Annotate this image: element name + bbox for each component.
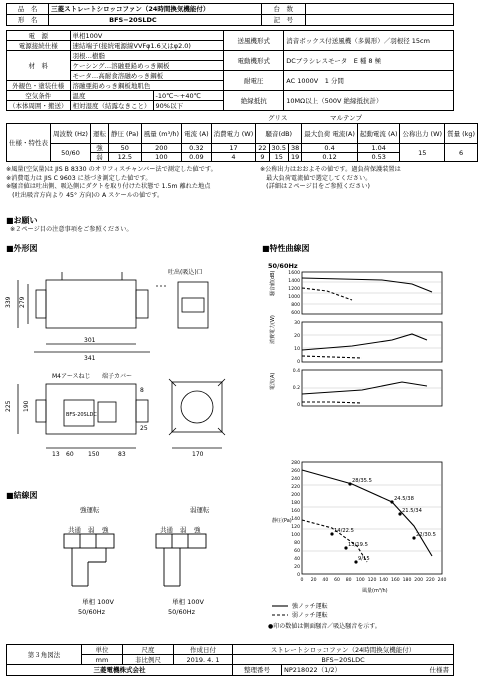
y4-label: 静圧(Pa) <box>272 518 292 524</box>
y1-tick: 1400 <box>288 279 300 284</box>
perf-header: 質量 (kg) <box>445 124 478 144</box>
air-label: 空気条件 <box>7 91 71 101</box>
y2-label: 消費電力(W) <box>270 315 276 344</box>
y2-tick: 10 <box>294 347 300 352</box>
perf-cell: 強 <box>90 144 108 153</box>
m4-label: M4アースねじ <box>52 373 91 380</box>
freq-label: 50/60Hz <box>168 608 196 616</box>
note-left: ※風量(空気量)は JIS B 8330 のオリフィスチャンバー法で測定した値です。 ※消費電力は JIS C 9603 に基づき測定した値です。 ※騒音値は吐出側、吸込側にダクトを取り付けた状態で 1.5m 離れた地点 (吐出吸音方向より 45° 方向)の A スケールの値です。 <box>6 166 217 199</box>
y4-tick: 80 <box>294 541 300 546</box>
y2-tick: 0 <box>297 360 300 365</box>
spec-table <box>6 30 454 111</box>
dim-190: 190 <box>23 400 30 412</box>
x-tick: 160 <box>390 578 400 583</box>
curve-chart <box>262 266 452 606</box>
y1-tick: 600 <box>291 311 300 316</box>
withstand-value: AC 1000V 1 分間 <box>284 71 454 91</box>
point-label: 13/19.5 <box>348 542 368 548</box>
footer-title: ストレートシロッコファン（24時間換気機能付） <box>233 645 454 655</box>
perf-cell: 30.5 <box>269 144 288 153</box>
model-value: BFS−20SLDC <box>49 15 262 26</box>
supply-label: 単相 100V <box>172 598 204 606</box>
end-view-body <box>172 382 222 432</box>
y3-tick: 0.2 <box>292 386 300 391</box>
y3-tick: 0 <box>297 403 300 408</box>
perf-header: 周波数 (Hz) <box>51 124 91 144</box>
weak-title: 弱運転 <box>190 506 210 514</box>
dim-150: 150 <box>88 451 100 458</box>
x-tick: 220 <box>425 578 435 583</box>
model-mark: BFS-20SLDC <box>66 412 97 418</box>
x-tick: 60 <box>334 578 340 583</box>
perf-cell: 17 <box>211 144 256 153</box>
perf-header: 最大負荷 電流(A) <box>302 124 358 144</box>
y4-tick: 260 <box>291 469 300 474</box>
y2-tick: 20 <box>294 334 300 339</box>
outline-drawing <box>6 252 256 482</box>
wiring-diagram <box>40 500 250 620</box>
blower-label: 送風機形式 <box>224 31 284 51</box>
y4-tick: 100 <box>291 533 300 538</box>
outline-heading: ■外形図 <box>6 244 38 253</box>
grease-label: グリス <box>268 114 288 122</box>
curve-heading: ■特性曲線図 <box>262 244 310 253</box>
x-label: 風量(m³/h) <box>362 588 388 594</box>
perf-header: 運転 <box>90 124 108 144</box>
legend-weak: 弱ノッチ運転 <box>292 612 328 619</box>
y1-tick: 1200 <box>288 287 300 292</box>
y4-tick: 280 <box>291 461 300 466</box>
date-label: 作成日付 <box>174 645 233 655</box>
term-common: 共通 <box>68 526 81 534</box>
perf-cell: 0.09 <box>182 153 212 162</box>
y4-tick: 140 <box>291 517 300 522</box>
doc-number: NP218022（1/2） <box>284 666 342 674</box>
noise-strong-curve <box>302 278 432 292</box>
y1-tick: 800 <box>291 303 300 308</box>
model-label: 形 名 <box>7 15 49 26</box>
perf-cell: 4 <box>211 153 256 162</box>
x-tick: 120 <box>367 578 377 583</box>
material-label: 材 料 <box>7 51 71 81</box>
material-line: 羽根…樹脂 <box>70 51 224 61</box>
x-tick: 100 <box>355 578 365 583</box>
perf-header: 公称出力 (W) <box>400 124 445 144</box>
strong-title: 強運転 <box>80 506 100 514</box>
perf-table <box>6 123 478 162</box>
conn-label: 電源接続仕様 <box>7 41 71 51</box>
dim-301: 301 <box>84 337 96 344</box>
power-value: 単相100V <box>70 31 224 41</box>
perf-cell: 38 <box>289 144 302 153</box>
curve-freq: 50/60Hz <box>268 262 298 270</box>
scale-label: 尺度 <box>123 645 174 655</box>
blower-value: 消音ボックス付送風機（多翼形）／羽根径 15cm <box>284 31 454 51</box>
x-tick: 140 <box>379 578 389 583</box>
y3-tick: 0.4 <box>292 369 300 374</box>
port-label: 吐出(吸込)口 <box>168 269 203 276</box>
name-label: 品 名 <box>7 4 49 15</box>
perf-cell: 19 <box>289 153 302 162</box>
perf-header: 風量 (m³/h) <box>141 124 181 144</box>
conn-value: 速結端子(接続電源線VVFφ1.6又はφ2.0) <box>70 41 224 51</box>
perf-header: 電流 (A) <box>182 124 212 144</box>
point-label: 22/30.5 <box>416 532 436 538</box>
point-label: 24.5/38 <box>394 496 414 502</box>
current-weak-curve <box>302 402 362 403</box>
motor-value: DCブラシレスモータ E 種 8 極 <box>284 51 454 71</box>
terminal-block <box>64 534 114 548</box>
top-view-inlet <box>36 290 46 318</box>
output-cell: 15 <box>400 144 445 162</box>
x-tick: 240 <box>437 578 447 583</box>
temp-label: 温度 <box>70 91 153 101</box>
point-label: 28/35.5 <box>352 478 372 484</box>
dim-279: 279 <box>19 296 26 308</box>
date-value: 2019. 4. 1 <box>174 655 233 665</box>
unit-value: mm <box>82 655 123 665</box>
spec-label: 仕様・特性表 <box>7 124 51 162</box>
side-view-body <box>178 282 208 328</box>
perf-cell: 1.04 <box>357 144 400 153</box>
mark-label: 記 号 <box>261 15 305 26</box>
end-view-port <box>181 391 213 423</box>
perf-cell: 200 <box>141 144 181 153</box>
perf-cell: 0.12 <box>302 153 358 162</box>
finish-value: 溶融亜鉛めっき鋼板地肌色 <box>70 81 224 91</box>
perf-header: 消費電力 (W) <box>211 124 256 144</box>
mass-cell: 6 <box>445 144 478 162</box>
insul-value: 10MΩ以上（500V 絶縁抵抗計） <box>284 91 454 111</box>
x-tick: 180 <box>402 578 412 583</box>
product-name: 三菱ストレートシロッコファン（24時間換気機能付） <box>49 4 262 15</box>
y4-tick: 20 <box>294 565 300 570</box>
term-weak: 弱 <box>180 526 187 534</box>
y4-tick: 120 <box>291 525 300 530</box>
front-view-body <box>46 384 136 434</box>
dim-341: 341 <box>84 355 96 362</box>
noise-weak-curve <box>302 288 352 300</box>
term-strong: 強 <box>194 526 201 534</box>
material-line: モータ…高耐食溶融めっき鋼板 <box>70 71 224 81</box>
perf-cell: 0.53 <box>357 153 400 162</box>
point-label: 9/15 <box>358 556 370 562</box>
x-tick: 40 <box>322 578 329 583</box>
y4-tick: 180 <box>291 501 300 506</box>
material-line: ケーシング…溶融亜鉛めっき鋼板 <box>70 61 224 71</box>
y3-label: 電流(A) <box>270 372 276 390</box>
perf-cell: 弱 <box>90 153 108 162</box>
perf-cell: 15 <box>269 153 288 162</box>
spec-label: 仕様書 <box>429 666 449 674</box>
dim-225: 225 <box>5 400 12 412</box>
doc-label: 整理番号 <box>233 665 282 676</box>
dim-83: 83 <box>118 451 126 458</box>
air-label-2: （本体周囲・搬送） <box>7 101 71 111</box>
terminal-label: 端子カバー <box>102 373 133 380</box>
curve-legend <box>262 600 452 632</box>
legend-note: ●印の数値は側面騒音／吸込騒音を示す。 <box>268 623 381 630</box>
point-label: 21.5/34 <box>402 508 422 514</box>
perf-cell: 0.4 <box>302 144 358 153</box>
hum-label: 相対湿度（結露なきこと） <box>70 101 153 111</box>
perf-cell: 0.32 <box>182 144 212 153</box>
y1-tick: 1600 <box>288 271 300 276</box>
supply-label: 単相 100V <box>82 598 114 606</box>
x-tick: 80 <box>345 578 352 583</box>
terminal-block <box>156 534 206 548</box>
scale-value: 非比例尺 <box>123 655 174 665</box>
footer-model: BFS−20SLDC <box>233 655 454 665</box>
dim-170: 170 <box>192 451 204 458</box>
power-strong-curve <box>302 334 427 350</box>
dim-60: 60 <box>66 451 74 458</box>
x-tick: 0 <box>300 578 304 583</box>
term-common: 共通 <box>160 526 173 534</box>
power-label: 電 源 <box>7 31 71 41</box>
term-strong: 強 <box>102 526 109 534</box>
y4-tick: 60 <box>294 549 300 554</box>
perf-header: 静圧 (Pa) <box>108 124 141 144</box>
footer-table <box>6 644 454 676</box>
note-right: ※公称出力はおおよその値です。過負荷保護装置は 最大負荷電流値で選定してください。 (詳細は２ページ目をご参照ください) <box>260 166 401 190</box>
x-tick: 20 <box>310 578 317 583</box>
dim-25: 25 <box>140 425 148 432</box>
temp-value: -10℃〜+40℃ <box>153 91 224 101</box>
y4-tick: 0 <box>297 573 300 578</box>
y4-tick: 200 <box>291 493 300 498</box>
dim-8: 8 <box>140 387 144 394</box>
freq-label: 50/60Hz <box>78 608 106 616</box>
finish-label: 外観色・塗装仕様 <box>7 81 71 91</box>
pressure-panel <box>302 462 442 574</box>
unit-label: 単位 <box>82 645 123 655</box>
header-table <box>6 3 454 26</box>
power-panel <box>302 322 442 362</box>
perf-header: 起動電流 (A) <box>357 124 400 144</box>
perf-cell: 22 <box>256 144 269 153</box>
perf-cell: 100 <box>141 153 181 162</box>
term-weak: 弱 <box>88 526 95 534</box>
y4-tick: 240 <box>291 477 300 482</box>
withstand-label: 耐電圧 <box>224 71 284 91</box>
y2-tick: 30 <box>294 321 300 326</box>
perf-cell: 9 <box>256 153 269 162</box>
request-note: ※２ページ目の注意事項をご参照ください。 <box>10 226 133 233</box>
y1-tick: 1000 <box>288 295 300 300</box>
grease-value: マルテンプ <box>330 114 363 122</box>
qty-label: 台 数 <box>261 4 305 15</box>
perf-cell: 50 <box>108 144 141 153</box>
dim-339: 339 <box>5 296 12 308</box>
perf-cell: 12.5 <box>108 153 141 162</box>
power-weak-curve <box>302 356 362 358</box>
insul-label: 絶縁抵抗 <box>224 91 284 111</box>
perf-header: 騒音(dB) <box>256 124 302 144</box>
hum-value: 90%以下 <box>153 101 224 111</box>
freq-cell: 50/60 <box>51 144 91 162</box>
wiring-heading: ■結線図 <box>6 491 38 500</box>
y4-tick: 40 <box>294 557 300 562</box>
projection-method: 第３角図法 <box>7 645 82 665</box>
company-name: 三菱電機株式会社 <box>7 665 233 676</box>
y4-tick: 160 <box>291 509 300 514</box>
dim-13: 13 <box>52 451 60 458</box>
point-label: 14/22.5 <box>334 528 354 534</box>
request-heading: ■お願い <box>6 216 38 225</box>
x-tick: 200 <box>414 578 424 583</box>
top-view-body <box>46 280 136 328</box>
legend-strong: 強ノッチ運転 <box>292 603 328 610</box>
y1-label: 騒音値(dB) <box>270 270 276 296</box>
motor-label: 電動機形式 <box>224 51 284 71</box>
top-view-outlet <box>136 290 148 318</box>
y4-tick: 220 <box>291 485 300 490</box>
